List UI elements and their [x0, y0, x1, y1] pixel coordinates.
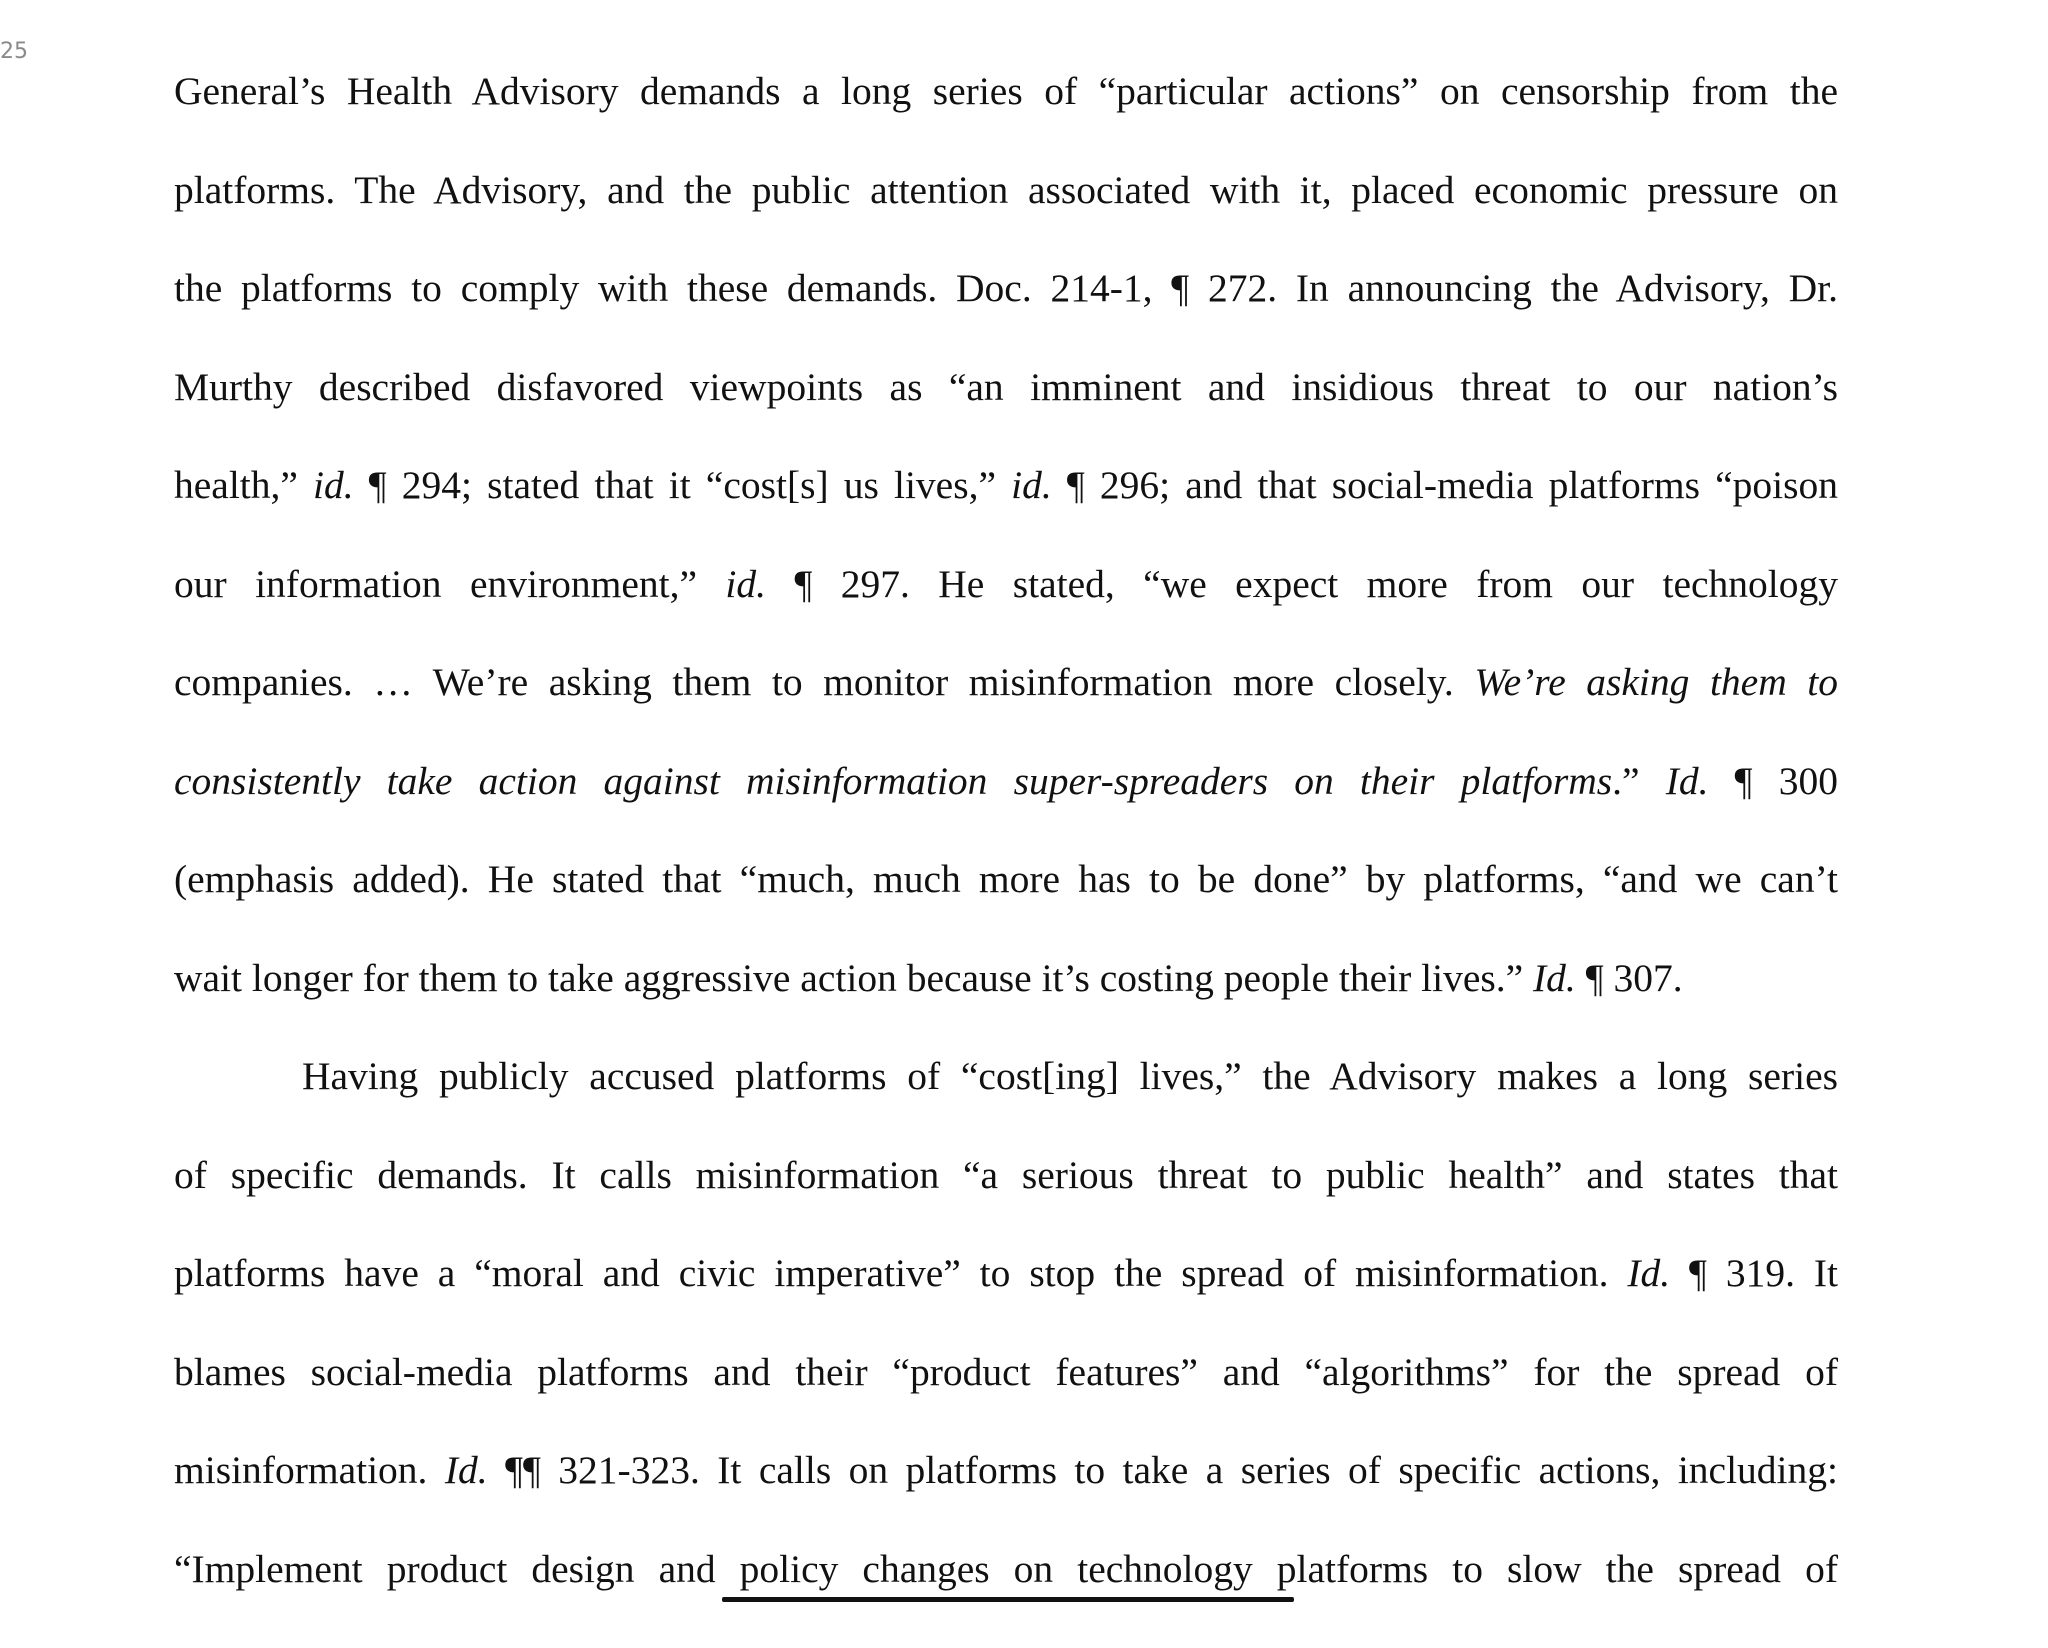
- document-body: [174, 72, 1838, 1648]
- emphasized-text: consistently take action against misinformation super-spreaders on their platforms: [174, 759, 1612, 803]
- citation-id: Id.: [445, 1448, 488, 1492]
- text-line: of specific demands. It calls misinformation “a serious threat to public health” and states that: [174, 1156, 1838, 1255]
- text-line: “Implement product design and policy changes on technology platforms to slow the spread of: [174, 1550, 1838, 1648]
- text-span: companies. … We’re asking them to monitor misinformation more closely.: [174, 660, 1474, 704]
- text-span: ¶¶ 321-323. It calls on platforms to take a series of specific actions, including:: [488, 1448, 1838, 1492]
- text-line: (emphasis added). He stated that “much, much more has to be done” by platforms, “and we can’t: [174, 860, 1838, 959]
- text-line: [174, 762, 1838, 861]
- text-line: [174, 466, 1838, 565]
- citation-id: id.: [313, 463, 354, 507]
- citation-id: id.: [725, 562, 766, 606]
- text-line: [174, 959, 1838, 1058]
- text-span: ¶ 297. He stated, “we expect more from our technology: [766, 562, 1838, 606]
- citation-id: Id.: [1627, 1251, 1670, 1295]
- text-line: platforms. The Advisory, and the public attention associated with it, placed economic pressure on: [174, 171, 1838, 270]
- text-span: ¶ 319. It: [1670, 1251, 1838, 1295]
- citation-id: Id.: [1666, 759, 1709, 803]
- text-span: ¶ 296; and that social-media platforms “poison: [1052, 463, 1838, 507]
- citation-id: Id.: [1533, 956, 1576, 1000]
- text-span: ¶ 300: [1709, 759, 1839, 803]
- text-line: Murthy described disfavored viewpoints as “an imminent and insidious threat to our nation’s: [174, 368, 1838, 467]
- text-line: [174, 663, 1838, 762]
- text-line: [174, 1254, 1838, 1353]
- text-span: health,”: [174, 463, 313, 507]
- text-span: .”: [1612, 759, 1666, 803]
- text-span: wait longer for them to take aggressive action because it’s costing people their lives.”: [174, 956, 1533, 1000]
- text-span: misinformation.: [174, 1448, 445, 1492]
- text-span: our information environment,”: [174, 562, 725, 606]
- text-line: Having publicly accused platforms of “cost[ing] lives,” the Advisory makes a long series: [174, 1057, 1838, 1156]
- emphasized-text: We’re asking them to: [1474, 660, 1838, 704]
- text-line: [174, 1451, 1838, 1550]
- text-span: platforms have a “moral and civic imperative” to stop the spread of misinformation.: [174, 1251, 1627, 1295]
- text-line: the platforms to comply with these demands. Doc. 214-1, ¶ 272. In announcing the Advisory, Dr.: [174, 269, 1838, 368]
- text-line: General’s Health Advisory demands a long series of “particular actions” on censorship from the: [174, 72, 1838, 171]
- handwritten-underline: [722, 1597, 1294, 1602]
- page-number: 25: [0, 38, 28, 66]
- text-span: ¶ 294; stated that it “cost[s] us lives,”: [354, 463, 1011, 507]
- citation-id: id.: [1011, 463, 1052, 507]
- text-span: ¶ 307.: [1576, 956, 1683, 1000]
- text-line: blames social-media platforms and their “product features” and “algorithms” for the spread of: [174, 1353, 1838, 1452]
- text-line: [174, 565, 1838, 664]
